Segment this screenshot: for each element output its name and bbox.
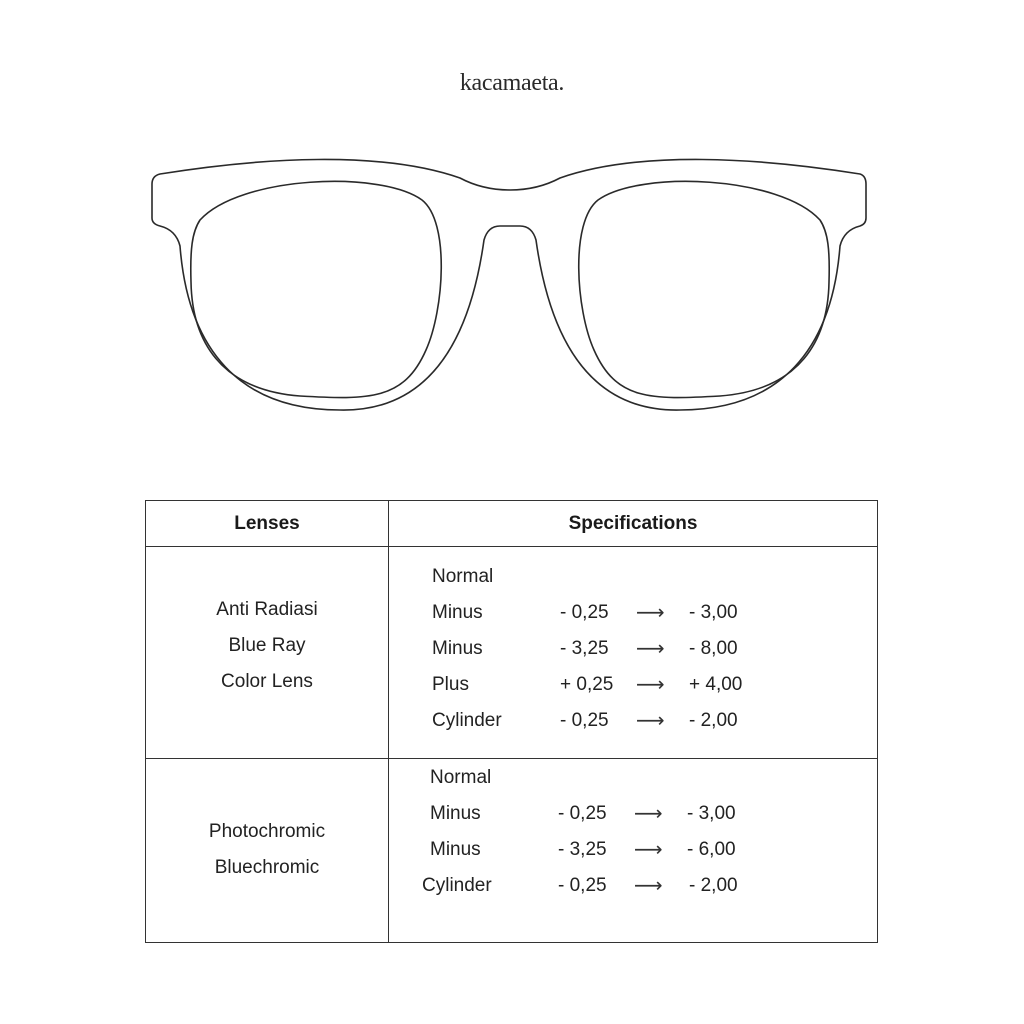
arrow-icon: ⟶ <box>634 839 663 861</box>
lens-name: Photochromic <box>208 821 326 842</box>
group-divider <box>146 758 877 759</box>
arrow-icon: ⟶ <box>634 875 663 897</box>
spec-row <box>146 703 877 739</box>
spec-from: - 0,25 <box>558 803 607 824</box>
header-lenses: Lenses <box>234 513 300 534</box>
spec-from: - 0,25 <box>558 875 607 896</box>
spec-to: - 2,00 <box>689 875 738 896</box>
lens-spec-table <box>145 500 878 943</box>
spec-to: - 6,00 <box>687 839 736 860</box>
spec-row <box>146 667 877 703</box>
arrow-icon: ⟶ <box>636 710 665 732</box>
spec-label: Minus <box>432 602 483 623</box>
spec-to: - 8,00 <box>689 638 738 659</box>
lens-name: Blue Ray <box>228 635 306 656</box>
spec-from: + 0,25 <box>560 674 614 695</box>
spec-to: - 3,00 <box>689 602 738 623</box>
spec-row <box>146 559 877 595</box>
arrow-icon: ⟶ <box>636 674 665 696</box>
lens-name: Color Lens <box>221 671 313 692</box>
eyeglasses-outline-icon <box>140 150 880 425</box>
arrow-icon: ⟶ <box>634 803 663 825</box>
spec-row <box>146 760 877 796</box>
lens-name: Bluechromic <box>214 857 320 878</box>
header-divider <box>146 546 877 547</box>
spec-label: Cylinder <box>432 710 502 731</box>
lens-name: Anti Radiasi <box>216 599 318 620</box>
spec-to: - 3,00 <box>687 803 736 824</box>
spec-label: Minus <box>430 839 481 860</box>
spec-from: - 3,25 <box>560 638 609 659</box>
spec-row <box>146 595 877 631</box>
spec-from: - 0,25 <box>560 602 609 623</box>
spec-from: - 3,25 <box>558 839 607 860</box>
spec-row <box>146 868 877 904</box>
arrow-icon: ⟶ <box>636 602 665 624</box>
spec-to: - 2,00 <box>689 710 738 731</box>
spec-from: - 0,25 <box>560 710 609 731</box>
spec-label: Cylinder <box>422 875 492 896</box>
header-specifications: Specifications <box>568 513 698 534</box>
brand-logo: kacamaeta. <box>459 70 565 96</box>
spec-label: Minus <box>430 803 481 824</box>
arrow-icon: ⟶ <box>636 638 665 660</box>
spec-to: + 4,00 <box>689 674 743 695</box>
spec-label: Minus <box>432 638 483 659</box>
spec-row <box>146 832 877 868</box>
spec-label: Normal <box>430 767 492 788</box>
spec-label: Normal <box>432 566 494 587</box>
spec-label: Plus <box>432 674 469 695</box>
spec-row <box>146 631 877 667</box>
spec-row <box>146 796 877 832</box>
